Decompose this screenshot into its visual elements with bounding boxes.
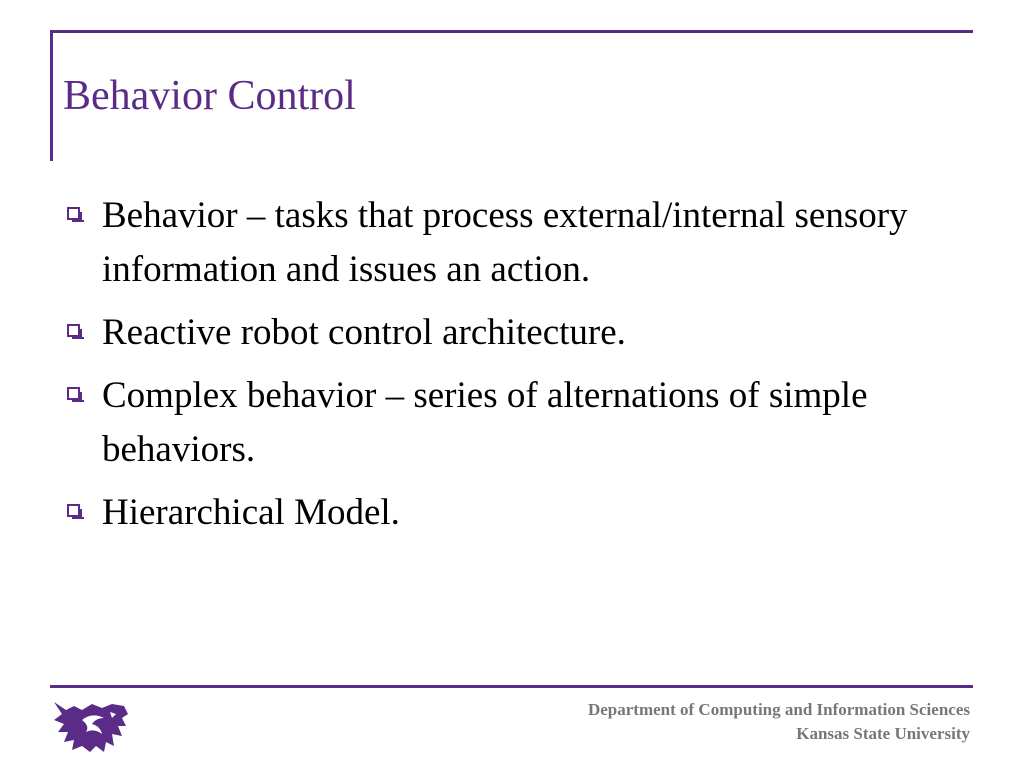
top-divider bbox=[50, 30, 973, 33]
slide-title: Behavior Control bbox=[63, 73, 356, 119]
bullet-text: Reactive robot control architecture. bbox=[102, 312, 626, 353]
footer-university: Kansas State University bbox=[796, 724, 970, 743]
bullet-list bbox=[62, 189, 942, 549]
hollow-square-bullet-icon bbox=[67, 324, 80, 337]
bullet-item bbox=[62, 189, 942, 297]
bullet-text: Complex behavior – series of alternations of simple behaviors. bbox=[102, 375, 868, 470]
bullet-item bbox=[62, 486, 942, 540]
bullet-item bbox=[62, 369, 942, 477]
wildcat-logo-icon bbox=[52, 696, 130, 754]
footer-divider bbox=[50, 685, 973, 688]
footer-text bbox=[588, 698, 970, 746]
left-title-bar bbox=[50, 30, 53, 161]
hollow-square-bullet-icon bbox=[67, 207, 80, 220]
bullet-text: Hierarchical Model. bbox=[102, 492, 400, 533]
hollow-square-bullet-icon bbox=[67, 387, 80, 400]
bullet-text: Behavior – tasks that process external/internal sensory information and issues an action. bbox=[102, 195, 908, 290]
hollow-square-bullet-icon bbox=[67, 504, 80, 517]
footer-department: Department of Computing and Information Sciences bbox=[587, 700, 970, 719]
bullet-item bbox=[62, 306, 942, 360]
